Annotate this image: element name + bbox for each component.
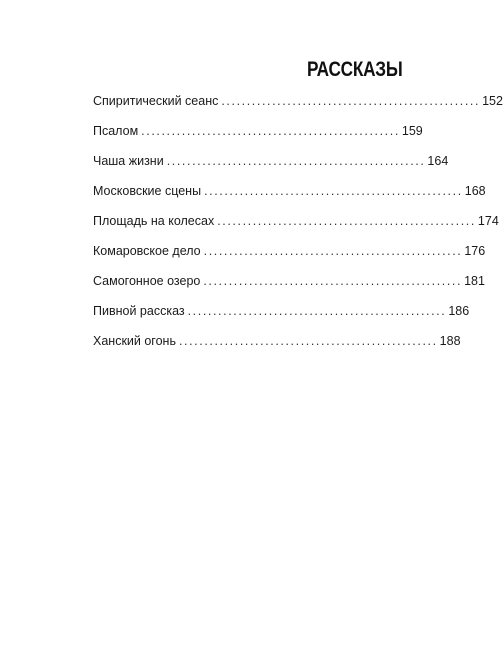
toc-entry (93, 154, 449, 184)
dot-leader: ................................................... (203, 244, 463, 258)
dot-leader: ................................................... (204, 184, 463, 198)
toc-entry-title: Комаровское дело (93, 244, 201, 258)
toc-entry-page: 181 (464, 274, 485, 288)
toc-entry (93, 244, 486, 274)
toc-entry-title: Спиритический сеанс (93, 94, 219, 108)
table-of-contents (93, 94, 503, 364)
toc-entry-title: Псалом (93, 124, 139, 138)
dot-leader: ................................................... (217, 214, 476, 228)
toc-entry-page: 164 (427, 154, 449, 168)
dot-leader: ................................................... (187, 304, 447, 318)
dot-leader: ................................................... (221, 94, 481, 108)
toc-entry-page: 174 (477, 214, 499, 228)
dot-leader: ................................................... (203, 274, 463, 288)
toc-entry-title: Пивной рассказ (93, 304, 185, 318)
toc-entry (93, 304, 470, 334)
section-title: РАССКАЗЫ (306, 58, 402, 81)
toc-entry-page: 176 (464, 244, 486, 258)
toc-entry-page: 152 (482, 94, 503, 108)
toc-entry-title: Чаша жизни (93, 154, 164, 168)
toc-entry (93, 124, 423, 154)
toc-entry (93, 334, 461, 364)
toc-entry (93, 94, 503, 124)
toc-entry-page: 168 (464, 184, 486, 198)
toc-entry (93, 274, 485, 304)
dot-leader: ................................................... (178, 334, 438, 348)
toc-entry-page: 159 (401, 124, 423, 138)
toc-entry-page: 186 (448, 304, 470, 318)
toc-entry (93, 214, 499, 244)
toc-entry (93, 184, 486, 214)
toc-entry-title: Площадь на колесах (93, 214, 215, 228)
toc-entry-title: Ханский огонь (93, 334, 176, 348)
toc-entry-title: Московские сцены (93, 184, 202, 198)
toc-entry-page: 188 (439, 334, 461, 348)
dot-leader: ................................................... (166, 154, 426, 168)
dot-leader: ................................................... (141, 124, 400, 138)
toc-entry-title: Самогонное озеро (93, 274, 201, 288)
